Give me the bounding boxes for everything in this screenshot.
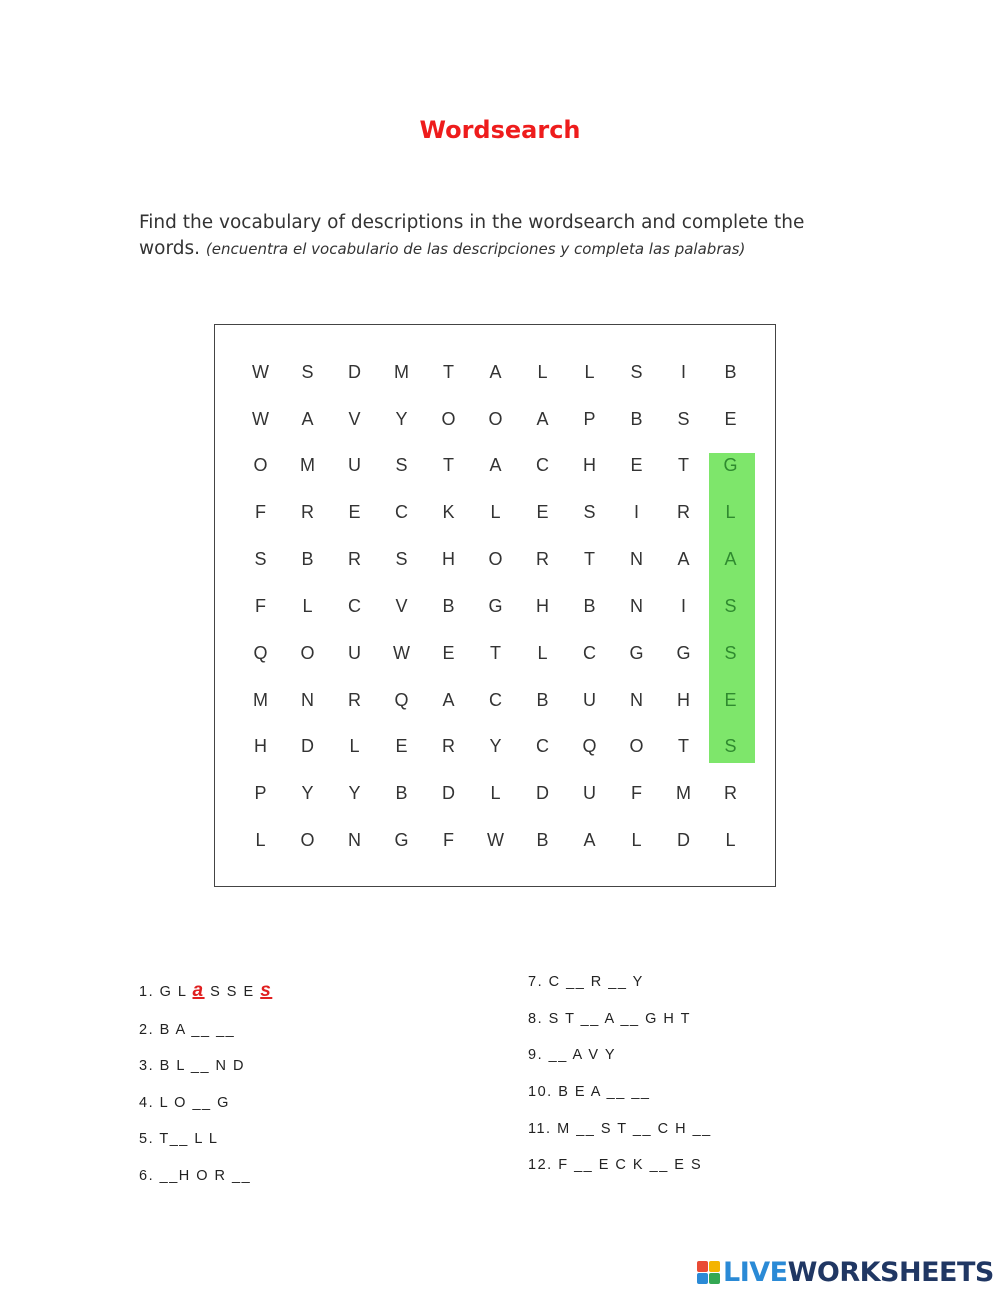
grid-letter[interactable]: T — [490, 643, 501, 663]
grid-letter[interactable]: V — [395, 596, 408, 616]
liveworksheets-logo — [697, 1257, 994, 1288]
grid-letter[interactable]: L — [490, 783, 501, 803]
clue-number: 11. — [528, 1121, 558, 1137]
grid-letter[interactable]: P — [254, 783, 267, 803]
instructions-translation: (encuentra el vocabulario de las descripciones y completa las palabras) — [205, 240, 746, 258]
grid-letter[interactable]: G — [723, 455, 738, 475]
grid-letter[interactable]: S — [724, 736, 737, 756]
clue-item[interactable] — [528, 1121, 712, 1137]
grid-letter[interactable]: B — [630, 409, 643, 429]
grid-letter[interactable]: S — [630, 362, 643, 382]
logo-text-live: LIVE — [723, 1257, 788, 1288]
grid-letter[interactable]: L — [584, 362, 595, 382]
grid-letter[interactable]: N — [348, 830, 361, 850]
grid-letter[interactable]: B — [442, 596, 455, 616]
grid-letter[interactable]: Y — [301, 783, 314, 803]
grid-letter[interactable]: L — [255, 830, 266, 850]
grid-letter[interactable]: M — [394, 362, 409, 382]
clue-text: B E A __ __ — [558, 1084, 651, 1100]
grid-letter[interactable]: M — [253, 690, 268, 710]
grid-letter[interactable]: L — [631, 830, 642, 850]
grid-letter[interactable]: F — [443, 830, 454, 850]
grid-letter[interactable]: H — [536, 596, 549, 616]
grid-letter[interactable]: Q — [582, 736, 597, 756]
grid-letter[interactable]: D — [442, 783, 455, 803]
clue-item[interactable] — [528, 1011, 691, 1027]
grid-letter[interactable]: C — [583, 643, 596, 663]
grid-letter[interactable]: E — [724, 690, 737, 710]
grid-row — [237, 734, 754, 758]
clue-item[interactable] — [139, 980, 272, 1002]
grid-letter[interactable]: R — [677, 502, 690, 522]
grid-letter[interactable]: B — [536, 690, 549, 710]
grid-letter[interactable]: L — [537, 643, 548, 663]
grid-letter[interactable]: A — [677, 549, 690, 569]
clue-item[interactable] — [528, 1047, 616, 1063]
filled-answer-letter: a — [192, 980, 205, 1001]
grid-letter[interactable]: C — [536, 455, 549, 475]
grid-letter[interactable]: S — [395, 455, 408, 475]
grid-letter[interactable]: I — [680, 362, 686, 382]
grid-letter[interactable]: A — [583, 830, 596, 850]
grid-letter[interactable]: S — [254, 549, 267, 569]
grid-letter[interactable]: R — [348, 549, 361, 569]
clue-number: 8. — [528, 1011, 549, 1027]
clue-number: 1. — [139, 984, 160, 1000]
grid-letter[interactable]: O — [488, 549, 503, 569]
clue-number: 5. — [139, 1131, 160, 1147]
clue-number: 12. — [528, 1157, 559, 1173]
grid-row — [237, 641, 754, 665]
grid-letter[interactable]: E — [442, 643, 455, 663]
grid-letter[interactable]: A — [301, 409, 314, 429]
clue-item[interactable] — [528, 974, 644, 990]
grid-letter[interactable]: A — [724, 549, 737, 569]
clue-text: __H O R __ — [159, 1168, 252, 1184]
clue-text: T__ L L — [159, 1131, 219, 1147]
grid-letter[interactable]: L — [725, 502, 736, 522]
clue-item[interactable] — [528, 1157, 702, 1173]
grid-letter[interactable]: S — [583, 502, 596, 522]
grid-row — [237, 688, 754, 712]
grid-letter[interactable]: B — [395, 783, 408, 803]
grid-letter[interactable]: R — [724, 783, 737, 803]
grid-letter[interactable]: D — [348, 362, 361, 382]
clue-text: G L — [159, 984, 193, 1000]
grid-letter[interactable]: R — [536, 549, 549, 569]
grid-letter[interactable]: E — [395, 736, 408, 756]
grid-letter[interactable]: I — [633, 502, 639, 522]
grid-letter[interactable]: L — [490, 502, 501, 522]
grid-letter[interactable]: T — [443, 455, 454, 475]
grid-row — [237, 781, 754, 805]
grid-letter[interactable]: V — [348, 409, 361, 429]
grid-letter[interactable]: Q — [394, 690, 409, 710]
grid-letter[interactable]: O — [253, 455, 268, 475]
grid-letter[interactable]: G — [629, 643, 644, 663]
grid-letter[interactable]: N — [630, 549, 643, 569]
clue-text: F __ E C K __ E S — [558, 1157, 703, 1173]
clue-number: 10. — [528, 1084, 559, 1100]
logo-text-worksheets: WORKSHEETS — [787, 1257, 994, 1288]
grid-letter[interactable]: F — [255, 502, 266, 522]
grid-letter[interactable]: G — [676, 643, 691, 663]
clue-text: B A __ __ — [159, 1022, 236, 1038]
grid-letter[interactable]: E — [536, 502, 549, 522]
grid-letter[interactable]: L — [349, 736, 360, 756]
grid-letter[interactable]: W — [487, 830, 504, 850]
clue-number: 9. — [528, 1047, 549, 1063]
grid-letter[interactable]: A — [489, 362, 502, 382]
grid-row — [237, 828, 754, 852]
grid-letter[interactable]: M — [676, 783, 691, 803]
grid-letter[interactable]: P — [583, 409, 596, 429]
grid-row — [237, 500, 754, 524]
grid-row — [237, 360, 754, 384]
grid-letter[interactable]: B — [536, 830, 549, 850]
grid-letter[interactable]: A — [489, 455, 502, 475]
grid-letter[interactable]: O — [441, 409, 456, 429]
grid-letter[interactable]: U — [348, 455, 361, 475]
grid-row — [237, 547, 754, 571]
grid-letter[interactable]: H — [583, 455, 596, 475]
clue-text: M __ S T __ C H __ — [557, 1121, 712, 1137]
grid-letter[interactable]: W — [252, 362, 269, 382]
grid-letter[interactable]: W — [252, 409, 269, 429]
grid-letter[interactable]: L — [302, 596, 313, 616]
grid-letter[interactable]: S — [677, 409, 690, 429]
clue-number: 4. — [139, 1095, 160, 1111]
clue-item[interactable] — [139, 1095, 230, 1111]
grid-letter[interactable]: T — [678, 736, 689, 756]
grid-row — [237, 407, 754, 431]
grid-row — [237, 453, 754, 477]
grid-letter[interactable]: D — [301, 736, 314, 756]
clue-text: C __ R __ Y — [548, 974, 644, 990]
grid-row — [237, 594, 754, 618]
grid-letter[interactable]: O — [300, 643, 315, 663]
grid-letter[interactable]: Y — [395, 409, 408, 429]
grid-letter[interactable]: H — [254, 736, 267, 756]
grid-letter[interactable]: N — [301, 690, 314, 710]
liveworksheets-logo-icon — [697, 1261, 721, 1285]
grid-letter[interactable]: E — [724, 409, 737, 429]
clue-text: __ A V Y — [548, 1047, 616, 1063]
grid-letter[interactable]: G — [488, 596, 503, 616]
grid-letter[interactable]: C — [348, 596, 361, 616]
grid-letter[interactable]: F — [631, 783, 642, 803]
grid-letter[interactable]: C — [489, 690, 502, 710]
grid-letter[interactable]: L — [537, 362, 548, 382]
grid-letter[interactable]: Y — [489, 736, 502, 756]
grid-letter[interactable]: R — [442, 736, 455, 756]
clue-text: S S E — [204, 984, 261, 1000]
grid-letter[interactable]: O — [488, 409, 503, 429]
grid-letter[interactable]: D — [677, 830, 690, 850]
page-title: Wordsearch — [419, 116, 581, 144]
grid-letter[interactable]: G — [394, 830, 409, 850]
grid-letter[interactable]: U — [348, 643, 361, 663]
grid-letter[interactable]: K — [442, 502, 455, 522]
grid-letter[interactable]: S — [724, 643, 737, 663]
grid-letter[interactable]: Q — [253, 643, 268, 663]
clue-text: B L __ N D — [159, 1058, 246, 1074]
grid-letter[interactable]: E — [348, 502, 361, 522]
grid-letter[interactable]: W — [393, 643, 410, 663]
grid-letter[interactable]: T — [678, 455, 689, 475]
clue-number: 7. — [528, 974, 549, 990]
grid-letter[interactable]: D — [536, 783, 549, 803]
grid-letter[interactable]: M — [300, 455, 315, 475]
grid-letter[interactable]: B — [583, 596, 596, 616]
clue-item[interactable] — [139, 1058, 245, 1074]
filled-answer-letter: s — [260, 980, 273, 1001]
clue-item[interactable] — [139, 1131, 219, 1147]
grid-letter[interactable]: U — [583, 783, 596, 803]
grid-letter[interactable]: R — [301, 502, 314, 522]
grid-letter[interactable]: S — [724, 596, 737, 616]
grid-letter[interactable]: T — [443, 362, 454, 382]
grid-letter[interactable]: R — [348, 690, 361, 710]
clue-item[interactable] — [528, 1084, 650, 1100]
grid-letter[interactable]: L — [725, 830, 736, 850]
grid-letter[interactable]: O — [300, 830, 315, 850]
instructions — [139, 210, 859, 262]
grid-letter[interactable]: E — [630, 455, 643, 475]
grid-letter[interactable]: C — [536, 736, 549, 756]
grid-letter[interactable]: N — [630, 690, 643, 710]
clue-number: 3. — [139, 1058, 160, 1074]
clue-item[interactable] — [139, 1168, 251, 1184]
clue-text: L O __ G — [159, 1095, 230, 1111]
clue-item[interactable] — [139, 1022, 235, 1038]
grid-letter[interactable]: F — [255, 596, 266, 616]
grid-letter[interactable]: A — [442, 690, 455, 710]
grid-letter[interactable]: T — [584, 549, 595, 569]
clue-text: S T __ A __ G H T — [548, 1011, 692, 1027]
grid-letter[interactable]: O — [629, 736, 644, 756]
grid-letter[interactable]: Y — [348, 783, 361, 803]
grid-letter[interactable]: H — [442, 549, 455, 569]
grid-letter[interactable]: U — [583, 690, 596, 710]
grid-letter[interactable]: A — [536, 409, 549, 429]
grid-letter[interactable]: N — [630, 596, 643, 616]
grid-letter[interactable]: B — [301, 549, 314, 569]
clue-number: 6. — [139, 1168, 160, 1184]
instructions-main: Find the vocabulary of descriptions in the wordsearch and complete the words. — [139, 212, 805, 259]
clue-number: 2. — [139, 1022, 160, 1038]
grid-letter[interactable]: S — [301, 362, 314, 382]
grid-letter[interactable]: I — [680, 596, 686, 616]
grid-letter[interactable]: B — [724, 362, 737, 382]
grid-letter[interactable]: S — [395, 549, 408, 569]
grid-letter[interactable]: C — [395, 502, 408, 522]
grid-letter[interactable]: H — [677, 690, 690, 710]
